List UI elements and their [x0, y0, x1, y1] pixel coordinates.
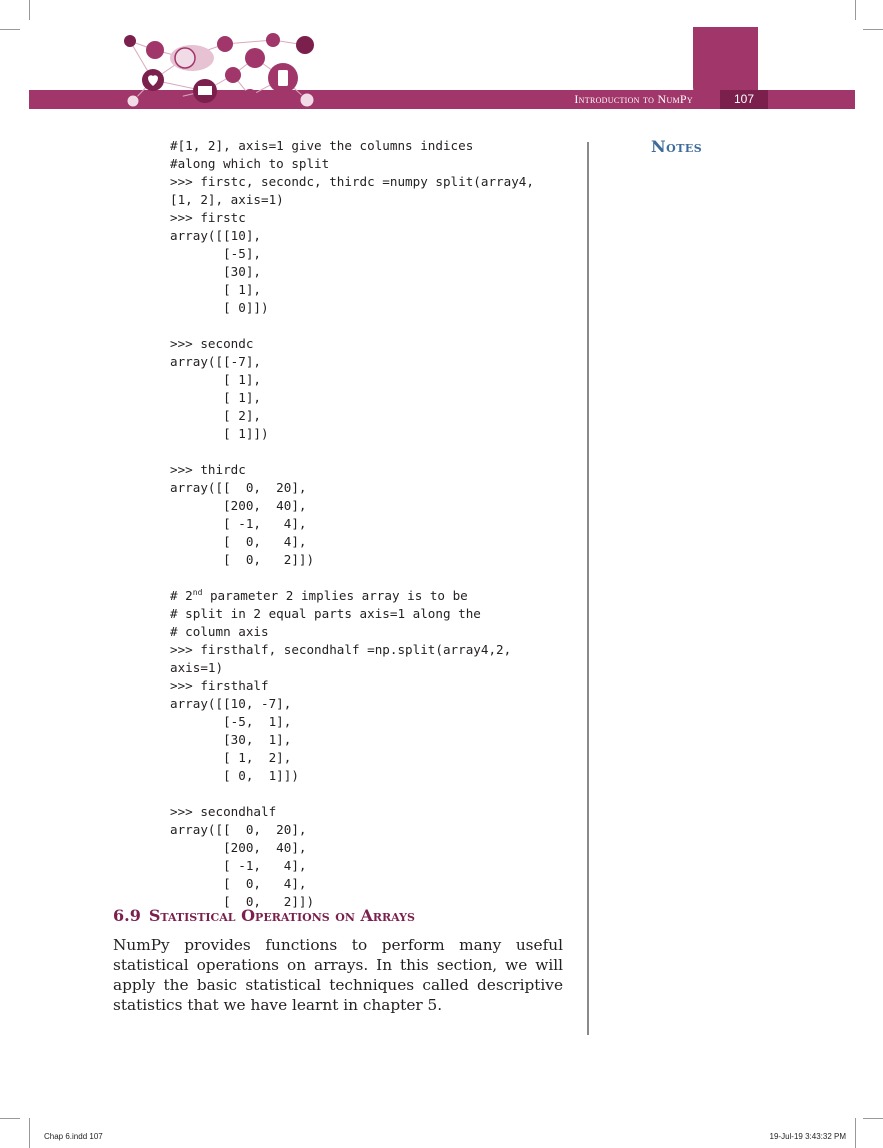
- code-line: >>> firstc, secondc, thirdc =numpy split(array4,: [170, 174, 534, 189]
- code-line: # column axis: [170, 624, 269, 639]
- code-line: [ 0, 4],: [223, 534, 307, 549]
- crop-mark: [29, 0, 30, 20]
- code-line: [ 1, 2],: [223, 750, 292, 765]
- code-line: [ 0]]): [223, 300, 269, 315]
- date-slug: 19-Jul-19 3:43:32 PM: [769, 1132, 846, 1141]
- crop-mark: [0, 1118, 20, 1119]
- section-title: Statistical Operations on Arrays: [148, 906, 415, 925]
- code-lines-before: [170, 138, 534, 567]
- crop-mark: [855, 0, 856, 20]
- code-line: # split in 2 equal parts axis=1 along the: [170, 606, 481, 621]
- code-line: [30, 1],: [223, 732, 292, 747]
- code-lines-after: [170, 606, 511, 909]
- code-line: [200, 40],: [223, 498, 307, 513]
- network-illustration-icon: [115, 28, 330, 110]
- crop-mark: [863, 1118, 883, 1119]
- code-line: #[1, 2], axis=1 give the columns indices: [170, 138, 474, 153]
- crop-mark: [0, 29, 20, 30]
- code-line: >>> firsthalf, secondhalf =np.split(array4,2,: [170, 642, 512, 657]
- code-line: array([[10],: [170, 228, 261, 243]
- column-divider: [587, 142, 589, 1035]
- section-heading: [113, 906, 415, 925]
- code-line: [1, 2], axis=1): [170, 192, 284, 207]
- crop-mark: [863, 29, 883, 30]
- crop-mark: [855, 1118, 856, 1148]
- code-comment-prefix: # 2: [170, 588, 193, 603]
- code-comment-superscript: nd: [192, 587, 203, 597]
- code-line: >>> secondhalf: [170, 804, 277, 819]
- file-slug: Chap 6.indd 107: [44, 1132, 103, 1141]
- code-line: >>> thirdc: [170, 462, 246, 477]
- code-line: [ 2],: [223, 408, 261, 423]
- code-line: [-5, 1],: [223, 714, 292, 729]
- code-line: array([[-7],: [170, 354, 261, 369]
- code-line: [ 1],: [223, 282, 261, 297]
- code-line: >>> secondc: [170, 336, 254, 351]
- code-line: [ -1, 4],: [223, 516, 307, 531]
- code-line: array([[10, -7],: [170, 696, 292, 711]
- code-line: [ 0, 2]]): [223, 894, 315, 909]
- code-line: [ 0, 2]]): [223, 552, 315, 567]
- section-number: 6.9: [113, 906, 141, 925]
- code-block: [170, 137, 534, 911]
- code-line: [200, 40],: [223, 840, 307, 855]
- code-line: [ 1]]): [223, 426, 269, 441]
- page-number: 107: [733, 92, 755, 106]
- code-line: [ 0, 1]]): [223, 768, 299, 783]
- code-line: [30],: [223, 264, 261, 279]
- code-line: [-5],: [223, 246, 261, 261]
- code-line: [ 1],: [223, 372, 261, 387]
- code-line: [ 0, 4],: [223, 876, 307, 891]
- code-line: >>> firsthalf: [170, 678, 269, 693]
- code-line: axis=1): [170, 660, 224, 675]
- code-line: [ -1, 4],: [223, 858, 307, 873]
- crop-mark: [29, 1118, 30, 1148]
- code-line: array([[ 0, 20],: [170, 480, 307, 495]
- code-line: [ 1],: [223, 390, 261, 405]
- section-paragraph: NumPy provides functions to perform many useful statistical operations on arrays. In this section, we will apply the basic statistical techniques called descriptive statistics that we have learnt in chapter 5.: [113, 936, 563, 1014]
- code-line: array([[ 0, 20],: [170, 822, 307, 837]
- notes-label: Notes: [651, 137, 703, 156]
- code-comment-suffix: parameter 2 implies array is to be: [202, 588, 468, 603]
- code-line: #along which to split: [170, 156, 330, 171]
- chapter-title: Introduction to NumPy: [574, 92, 693, 106]
- code-line: >>> firstc: [170, 210, 246, 225]
